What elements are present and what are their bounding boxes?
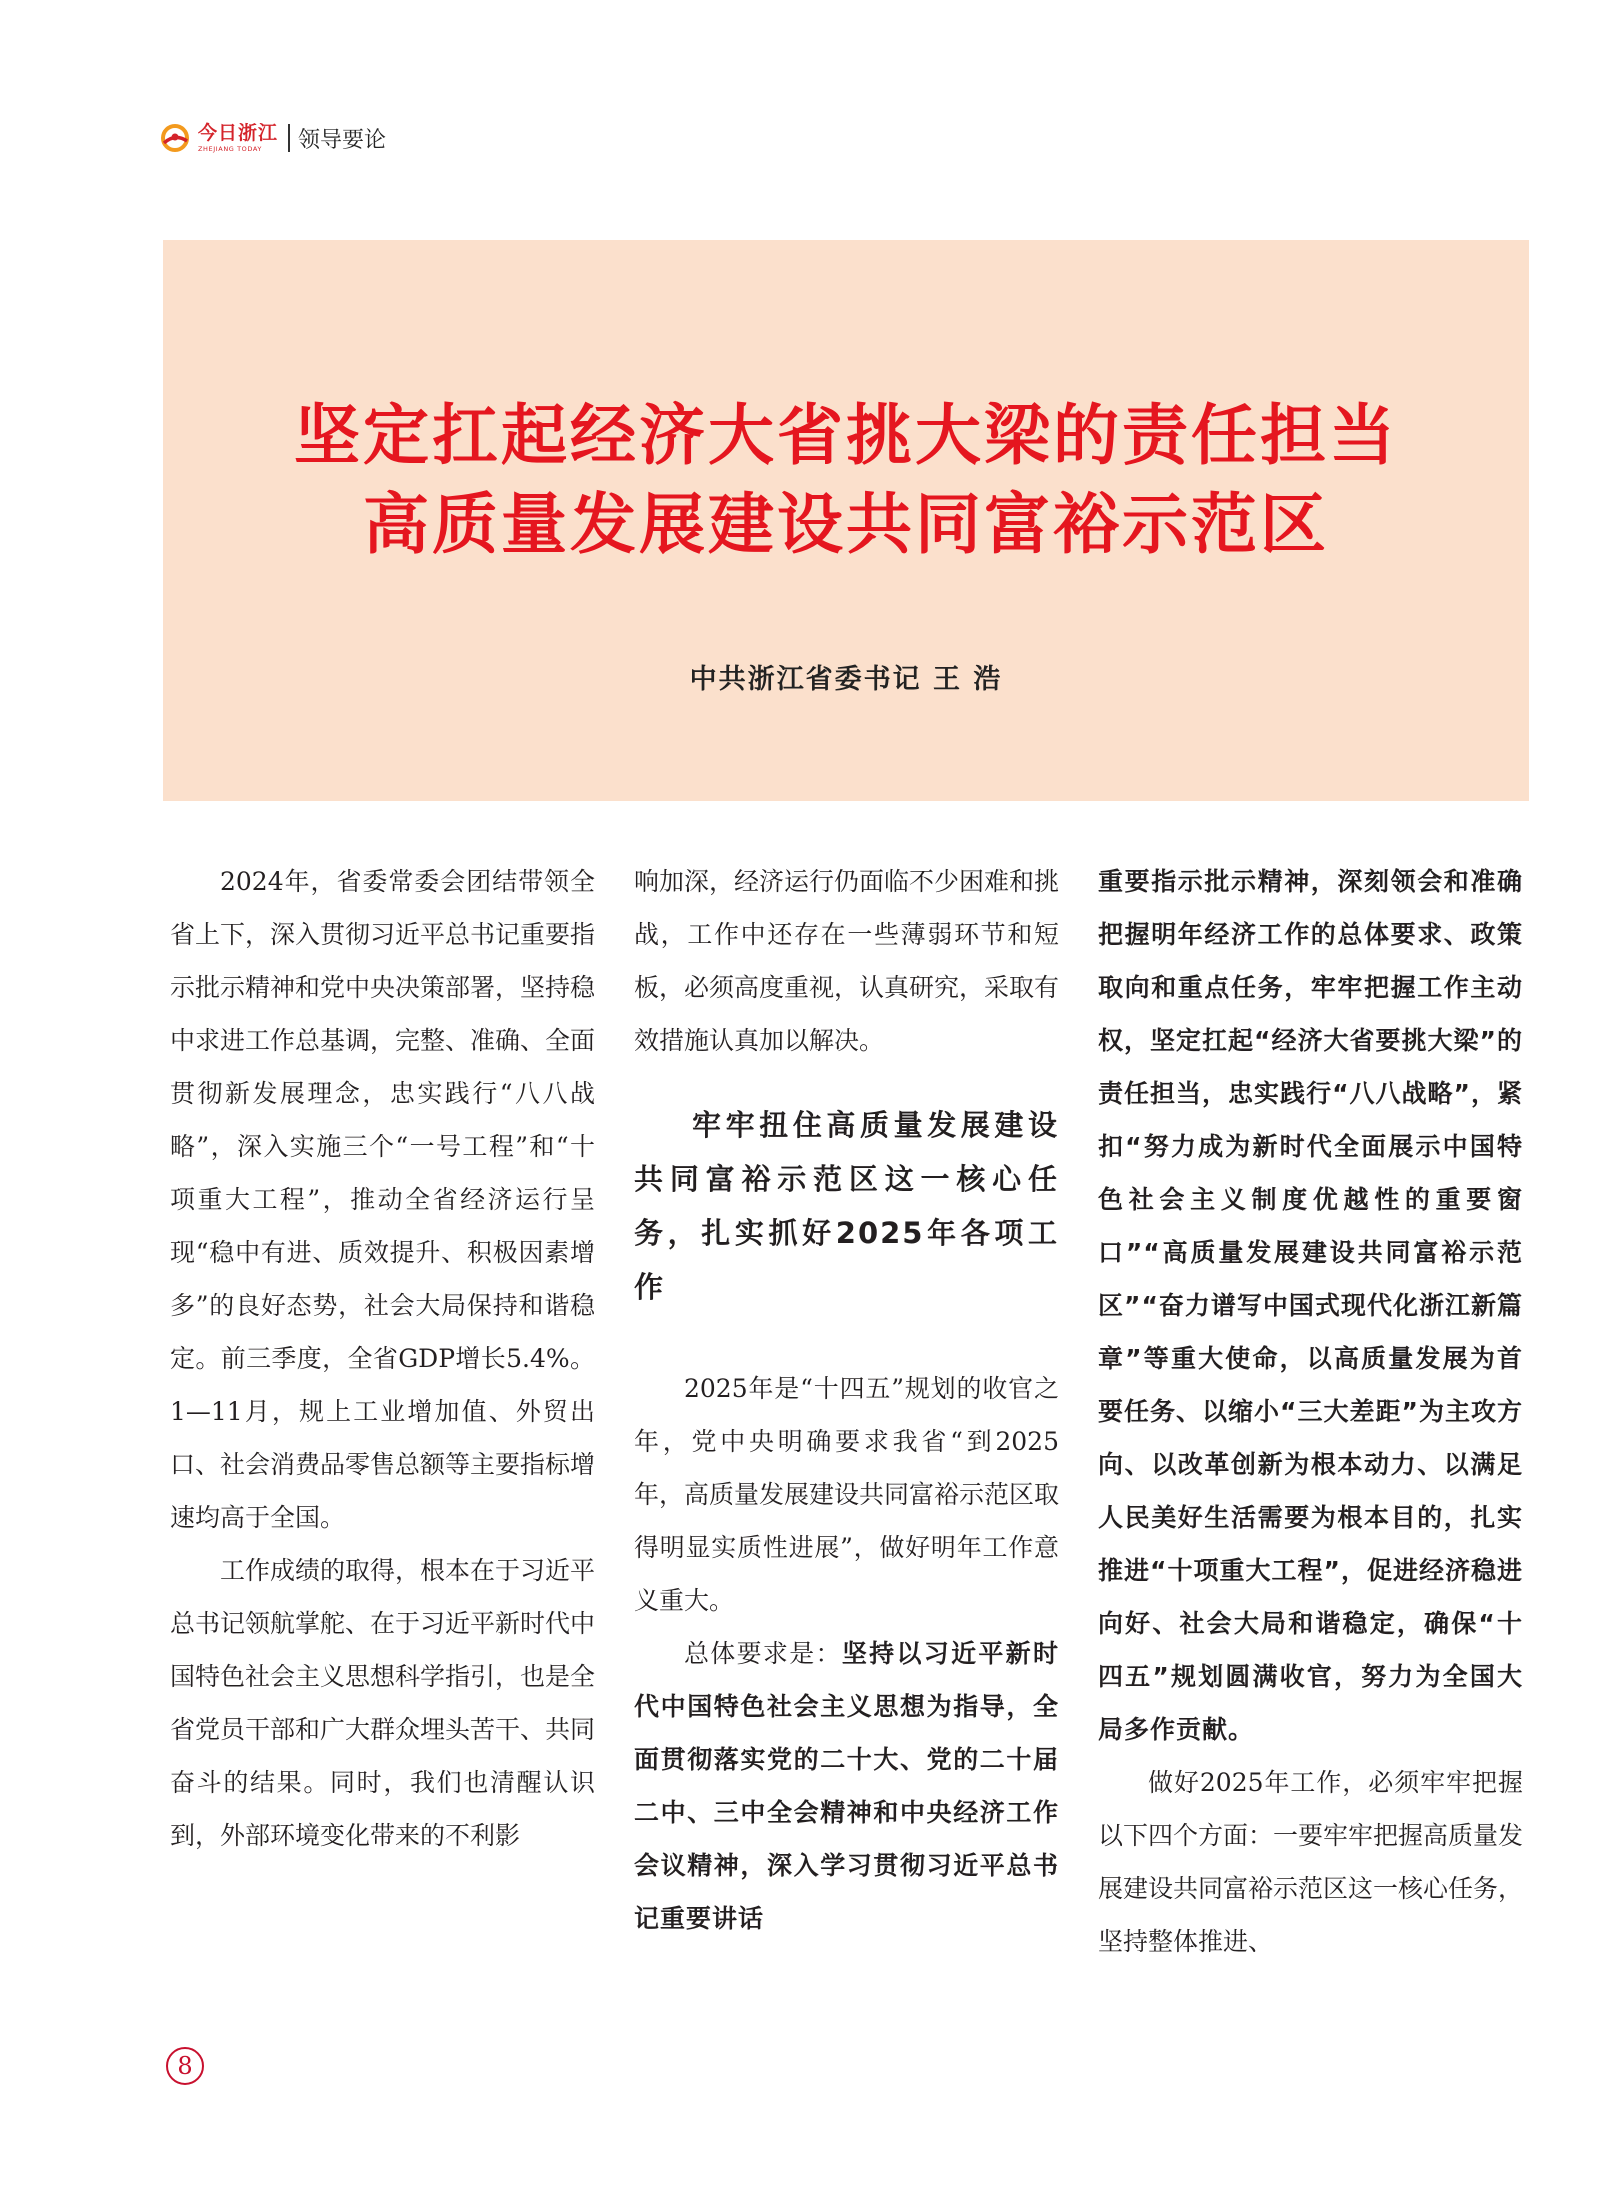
column-name: 领导要论 <box>298 127 387 153</box>
header-divider <box>288 124 290 152</box>
paragraph: 2024年，省委常委会团结带领全省上下，深入贯彻习近平总书记重要指示批示精神和党中央决策部署，坚持稳中求进工作总基调，完整、准确、全面贯彻新发展理念，忠实践行“八八战略”，深入实施三个“一号工程”和“十项重大工程”，推动全省经济运行呈现“稳中有进、质效提升、积极因素增多”的良好态势，社会大局保持和谐稳定。前三季度，全省GDP增长5.4%。1—11月，规上工业增加值、外贸出口、社会消费品零售总额等主要指标增速均高于全国。 <box>170 867 596 1532</box>
body-column-1 <box>170 855 595 1862</box>
article-title-line-2: 高质量发展建设共同富裕示范区 <box>363 486 1329 563</box>
sun-logo-icon <box>160 123 190 153</box>
paragraph: 响加深，经济运行仍面临不少困难和挑战，工作中还存在一些薄弱环节和短板，必须高度重视，认真研究，采取有效措施认真加以解决。 <box>634 867 1060 1055</box>
paragraph: 做好2025年工作，必须牢牢把握以下四个方面：一要牢牢把握高质量发展建设共同富裕示范区这一核心任务，坚持整体推进、 <box>1098 1768 1524 1956</box>
paragraph: 2025年是“十四五”规划的收官之年，党中央明确要求我省“到2025年，高质量发展建设共同富裕示范区取得明显实质性进展”，做好明年工作意义重大。 <box>634 1374 1060 1615</box>
bold-text: 重要指示批示精神，深刻领会和准确把握明年经济工作的总体要求、政策取向和重点任务，牢牢把握工作主动权，坚定扛起“经济大省要挑大梁”的责任担当，忠实践行“八八战略”，紧扣“努力成为新时代全面展示中国特色社会主义制度优越性的重要窗口”“高质量发展建设共同富裕示范区”“奋力谱写中国式现代化浙江新篇章”等重大使命，以高质量发展为首要任务、以缩小“三大差距”为主攻方向、以改革创新为根本动力、以满足人民美好生活需要为根本目的，扎实推进“十项重大工程”，促进经济稳进向好、社会大局和谐稳定，确保“十四五”规划圆满收官，努力为全国大局多作贡献。 <box>1098 867 1523 1744</box>
author-byline: 中共浙江省委书记 王 浩 <box>689 664 1003 695</box>
paragraph <box>1098 855 1523 1756</box>
title-banner <box>163 240 1529 801</box>
lead-text: 总体要求是： <box>684 1639 842 1668</box>
masthead <box>160 118 386 158</box>
brand-subtitle: ZHEJIANG TODAY <box>198 144 262 153</box>
paragraph <box>634 1627 1059 1945</box>
brand-name: 今日浙江 <box>198 121 279 144</box>
page-number: 8 <box>166 2047 204 2085</box>
bold-text: 坚持以习近平新时代中国特色社会主义思想为指导，全面贯彻落实党的二十大、党的二十届二中、三中全会精神和中央经济工作会议精神，深入学习贯彻习近平总书记重要讲话 <box>634 1639 1059 1933</box>
article-title-line-1: 坚定扛起经济大省挑大梁的责任担当 <box>294 397 1398 474</box>
body-column-3 <box>1098 855 1523 1968</box>
body-column-2 <box>634 855 1059 1945</box>
section-heading: 牢牢扭住高质量发展建设共同富裕示范区这一核心任务，扎实抓好2025年各项工作 <box>634 1108 1059 1304</box>
brand-logotype <box>198 121 279 153</box>
paragraph: 工作成绩的取得，根本在于习近平总书记领航掌舵、在于习近平新时代中国特色社会主义思想科学指引，也是全省党员干部和广大群众埋头苦干、共同奋斗的结果。同时，我们也清醒认识到，外部环境变化带来的不利影 <box>170 1556 596 1850</box>
